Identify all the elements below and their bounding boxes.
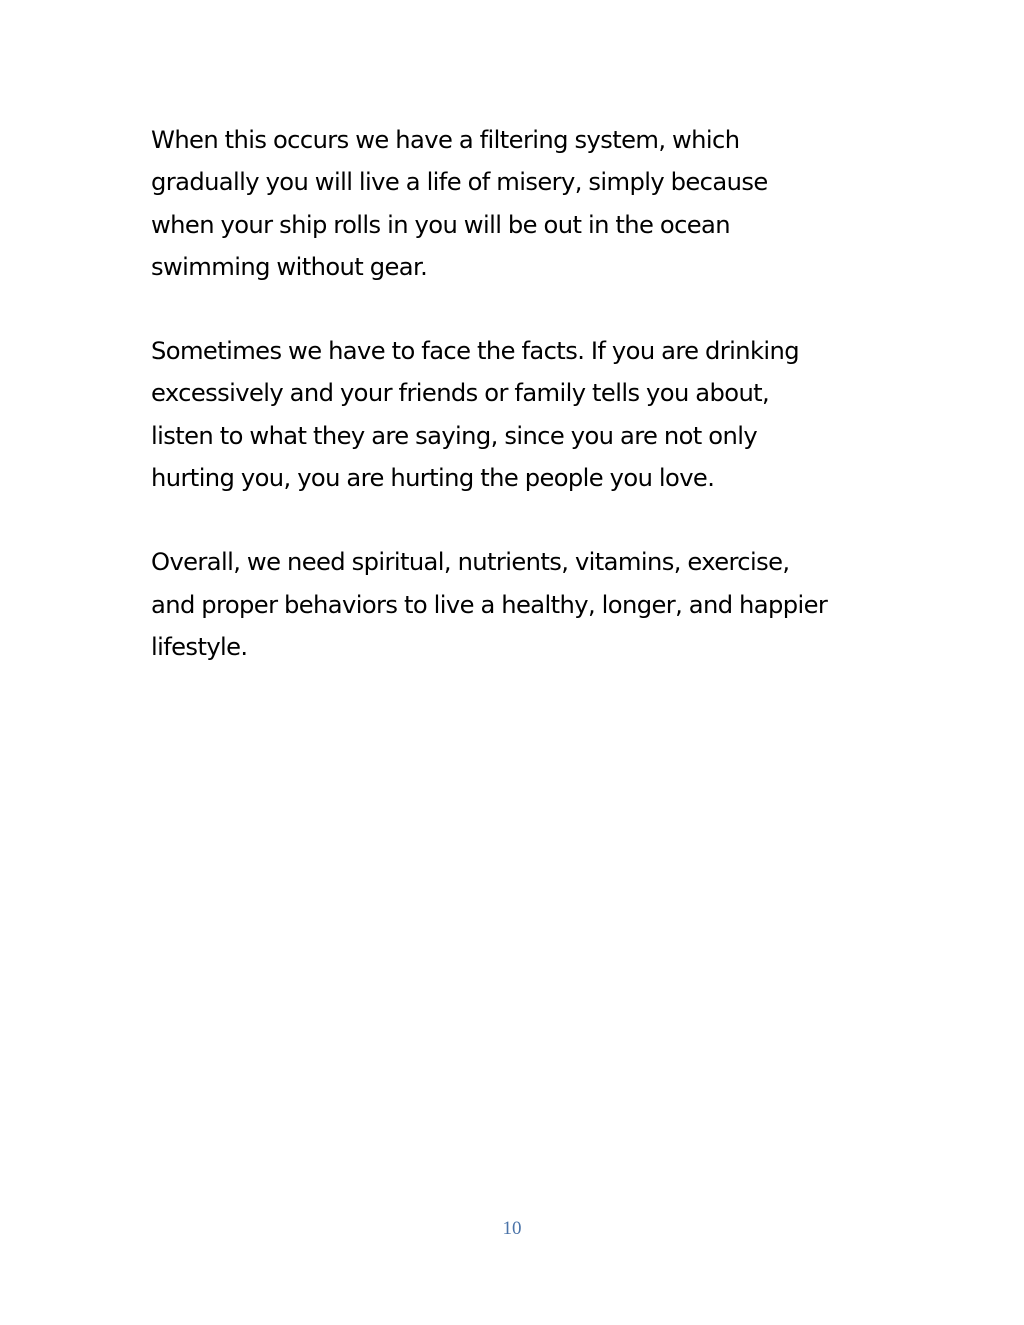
text-line: lifestyle.: [151, 632, 248, 661]
text-line: and proper behaviors to live a healthy, longer, and happier: [151, 590, 828, 619]
text-line: Overall, we need spiritual, nutrients, vitamins, exercise,: [151, 548, 790, 577]
text-line: When this occurs we have a filtering system, which: [151, 126, 740, 154]
text-line: when your ship rolls in you will be out in the ocean: [151, 210, 730, 239]
paragraph-3: [151, 541, 891, 668]
body-text: [151, 119, 891, 710]
text-line: Sometimes we have to face the facts. If you are drinking: [151, 337, 800, 366]
text-line: gradually you will live a life of misery, simply because: [151, 168, 768, 197]
page-number: 10: [502, 1218, 522, 1239]
text-line: swimming without gear.: [151, 252, 428, 281]
paragraph-2: [151, 330, 891, 499]
paragraph-1: [151, 119, 891, 288]
text-line: listen to what they are saying, since you are not only: [151, 421, 758, 450]
text-line: hurting you, you are hurting the people you love.: [151, 464, 715, 493]
text-line: excessively and your friends or family tells you about,: [151, 379, 770, 408]
